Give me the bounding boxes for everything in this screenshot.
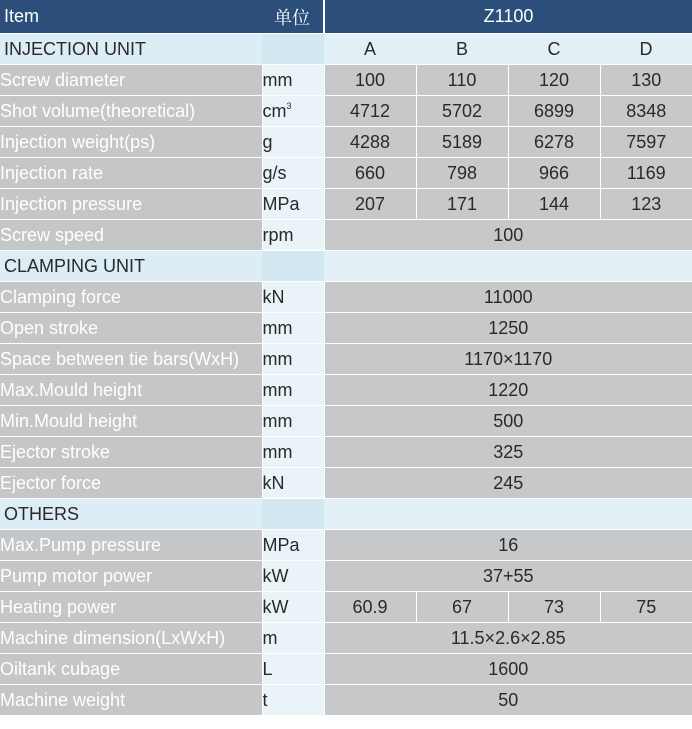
row-value-b: 110 bbox=[416, 65, 508, 96]
row-value-d: 123 bbox=[600, 189, 692, 220]
table-row bbox=[0, 65, 692, 96]
row-label-ejector-force: Ejector force bbox=[0, 468, 262, 499]
subcolumn-c: C bbox=[508, 34, 600, 65]
row-value-a: 4712 bbox=[324, 96, 416, 127]
row-label-ejector-stroke: Ejector stroke bbox=[0, 437, 262, 468]
table-row bbox=[0, 561, 692, 592]
row-unit: kN bbox=[262, 282, 324, 313]
header-item: Item bbox=[0, 0, 262, 34]
table-row bbox=[0, 375, 692, 406]
section-title-injection: INJECTION UNIT bbox=[0, 34, 262, 65]
table-row bbox=[0, 406, 692, 437]
row-label-injection-rate: Injection rate bbox=[0, 158, 262, 189]
row-value-b: 171 bbox=[416, 189, 508, 220]
row-value-d: 7597 bbox=[600, 127, 692, 158]
row-value-c: 73 bbox=[508, 592, 600, 623]
row-value-c: 144 bbox=[508, 189, 600, 220]
section-unit-blank bbox=[262, 499, 324, 530]
table-row bbox=[0, 158, 692, 189]
section-title-clamping: CLAMPING UNIT bbox=[0, 251, 262, 282]
section-unit-blank bbox=[262, 251, 324, 282]
section-unit-blank bbox=[262, 34, 324, 65]
row-unit: L bbox=[262, 654, 324, 685]
table-row bbox=[0, 189, 692, 220]
row-label-clamping-force: Clamping force bbox=[0, 282, 262, 313]
row-value-b: 67 bbox=[416, 592, 508, 623]
row-unit: g/s bbox=[262, 158, 324, 189]
row-label-min-mould-height: Min.Mould height bbox=[0, 406, 262, 437]
row-value-b: 5702 bbox=[416, 96, 508, 127]
row-value-c: 120 bbox=[508, 65, 600, 96]
section-row-injection bbox=[0, 34, 692, 65]
section-row-clamping bbox=[0, 251, 692, 282]
table-row bbox=[0, 685, 692, 716]
row-value: 325 bbox=[324, 437, 692, 468]
row-value-d: 130 bbox=[600, 65, 692, 96]
row-value: 1600 bbox=[324, 654, 692, 685]
section-row-others bbox=[0, 499, 692, 530]
section-title-others: OTHERS bbox=[0, 499, 262, 530]
row-label-space-between-tie-bars-wxh: Space between tie bars(WxH) bbox=[0, 344, 262, 375]
table-row bbox=[0, 530, 692, 561]
row-value: 100 bbox=[324, 220, 692, 251]
row-value-d: 75 bbox=[600, 592, 692, 623]
row-unit: mm bbox=[262, 344, 324, 375]
row-value-a: 60.9 bbox=[324, 592, 416, 623]
section-blank bbox=[324, 251, 692, 282]
row-unit: g bbox=[262, 127, 324, 158]
row-value: 500 bbox=[324, 406, 692, 437]
header-unit: 单位 bbox=[262, 0, 324, 34]
table-row bbox=[0, 623, 692, 654]
row-value: 1250 bbox=[324, 313, 692, 344]
row-unit: mm bbox=[262, 437, 324, 468]
row-unit: mm bbox=[262, 65, 324, 96]
row-value: 1220 bbox=[324, 375, 692, 406]
row-value-c: 6278 bbox=[508, 127, 600, 158]
row-value: 245 bbox=[324, 468, 692, 499]
table-row bbox=[0, 344, 692, 375]
row-unit: kW bbox=[262, 592, 324, 623]
row-label-max-mould-height: Max.Mould height bbox=[0, 375, 262, 406]
row-unit: kN bbox=[262, 468, 324, 499]
header-model: Z1100 bbox=[324, 0, 692, 34]
table-row bbox=[0, 96, 692, 127]
row-value-a: 100 bbox=[324, 65, 416, 96]
row-label-screw-diameter: Screw diameter bbox=[0, 65, 262, 96]
row-value-c: 966 bbox=[508, 158, 600, 189]
row-value-a: 207 bbox=[324, 189, 416, 220]
row-unit: t bbox=[262, 685, 324, 716]
row-label-injection-weight-ps: Injection weight(ps) bbox=[0, 127, 262, 158]
row-unit: MPa bbox=[262, 530, 324, 561]
row-label-pump-motor-power: Pump motor power bbox=[0, 561, 262, 592]
row-label-machine-weight: Machine weight bbox=[0, 685, 262, 716]
table-row bbox=[0, 220, 692, 251]
section-blank bbox=[324, 499, 692, 530]
row-value-b: 5189 bbox=[416, 127, 508, 158]
row-label-shot-volume-theoretical: Shot volume(theoretical) bbox=[0, 96, 262, 127]
row-value: 11.5×2.6×2.85 bbox=[324, 623, 692, 654]
row-label-max-pump-pressure: Max.Pump pressure bbox=[0, 530, 262, 561]
table-row bbox=[0, 313, 692, 344]
table-row bbox=[0, 468, 692, 499]
row-value-c: 6899 bbox=[508, 96, 600, 127]
row-value: 1170×1170 bbox=[324, 344, 692, 375]
row-unit: rpm bbox=[262, 220, 324, 251]
table-row bbox=[0, 654, 692, 685]
subcolumn-a: A bbox=[324, 34, 416, 65]
row-value: 16 bbox=[324, 530, 692, 561]
row-value: 11000 bbox=[324, 282, 692, 313]
row-value-a: 4288 bbox=[324, 127, 416, 158]
row-value-a: 660 bbox=[324, 158, 416, 189]
row-value: 50 bbox=[324, 685, 692, 716]
header-row bbox=[0, 0, 692, 34]
subcolumn-b: B bbox=[416, 34, 508, 65]
table-row bbox=[0, 437, 692, 468]
subcolumn-d: D bbox=[600, 34, 692, 65]
row-label-heating-power: Heating power bbox=[0, 592, 262, 623]
row-value-d: 8348 bbox=[600, 96, 692, 127]
row-value-b: 798 bbox=[416, 158, 508, 189]
row-unit: kW bbox=[262, 561, 324, 592]
table-row bbox=[0, 127, 692, 158]
row-label-oiltank-cubage: Oiltank cubage bbox=[0, 654, 262, 685]
row-label-injection-pressure: Injection pressure bbox=[0, 189, 262, 220]
row-value-d: 1169 bbox=[600, 158, 692, 189]
row-unit: MPa bbox=[262, 189, 324, 220]
table-row bbox=[0, 282, 692, 313]
row-unit: mm bbox=[262, 375, 324, 406]
row-unit: m bbox=[262, 623, 324, 654]
row-label-open-stroke: Open stroke bbox=[0, 313, 262, 344]
row-label-machine-dimension-lxwxh: Machine dimension(LxWxH) bbox=[0, 623, 262, 654]
row-unit: mm bbox=[262, 406, 324, 437]
row-label-screw-speed: Screw speed bbox=[0, 220, 262, 251]
row-unit: $cm^3$ bbox=[262, 96, 324, 127]
row-value: 37+55 bbox=[324, 561, 692, 592]
table-row bbox=[0, 592, 692, 623]
row-unit: mm bbox=[262, 313, 324, 344]
